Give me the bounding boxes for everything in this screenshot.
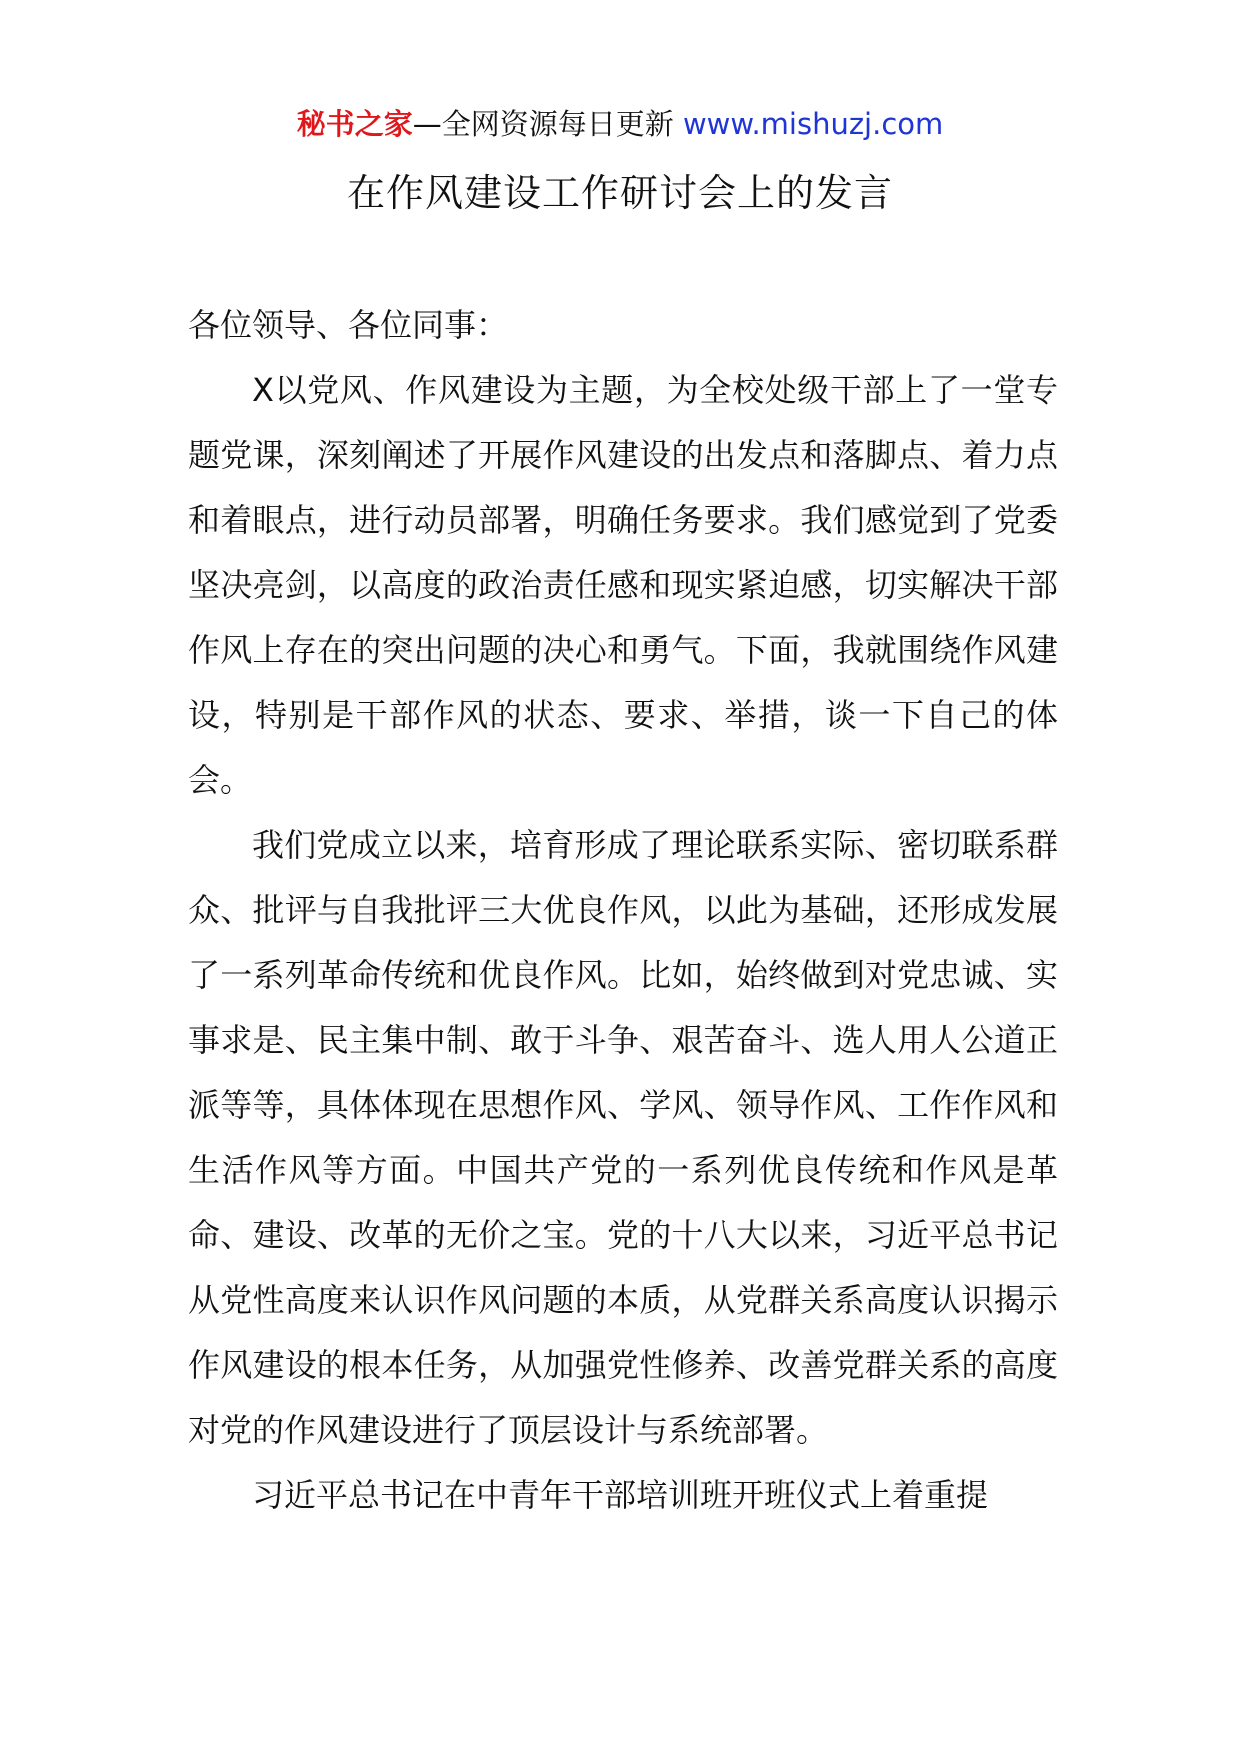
watermark-url[interactable]: www.mishuzj.com [682, 107, 944, 141]
body-paragraph-3: 习近平总书记在中青年干部培训班开班仪式上着重提 [252, 1476, 989, 1514]
salutation: 各位领导、各位同事： [188, 306, 509, 344]
watermark-brand: 秘书之家 [296, 107, 413, 141]
watermark-slogan: —全网资源每日更新 [412, 107, 683, 141]
document-body [188, 293, 1058, 1528]
watermark-header [0, 104, 1240, 144]
body-paragraph-1: X以党风、作风建设为主题，为全校处级干部上了一堂专题党课，深刻阐述了开展作风建设的出发点和落脚点、着力点和着眼点，进行动员部署，明确任务要求。我们感觉到了党委坚决亮剑，以高度的政治责任感和现实紧迫感，切实解决干部作风上存在的突出问题的决心和勇气。下面，我就围绕作风建设，特别是干部作风的状态、要求、举措，谈一下自己的体会。 [188, 371, 1058, 799]
document-title: 在作风建设工作研讨会上的发言 [346, 171, 893, 215]
body-paragraph-2: 我们党成立以来，培育形成了理论联系实际、密切联系群众、批评与自我批评三大优良作风，以此为基础，还形成发展了一系列革命传统和优良作风。比如，始终做到对党忠诚、实事求是、民主集中制、敢于斗争、艰苦奋斗、选人用人公道正派等等，具体体现在思想作风、学风、领导作风、工作作风和生活作风等方面。中国共产党的一系列优良传统和作风是革命、建设、改革的无价之宝。党的十八大以来，习近平总书记从党性高度来认识作风问题的本质，从党群关系高度认识揭示作风建设的根本任务，从加强党性修养、改善党群关系的高度对党的作风建设进行了顶层设计与系统部署。 [188, 826, 1058, 1449]
